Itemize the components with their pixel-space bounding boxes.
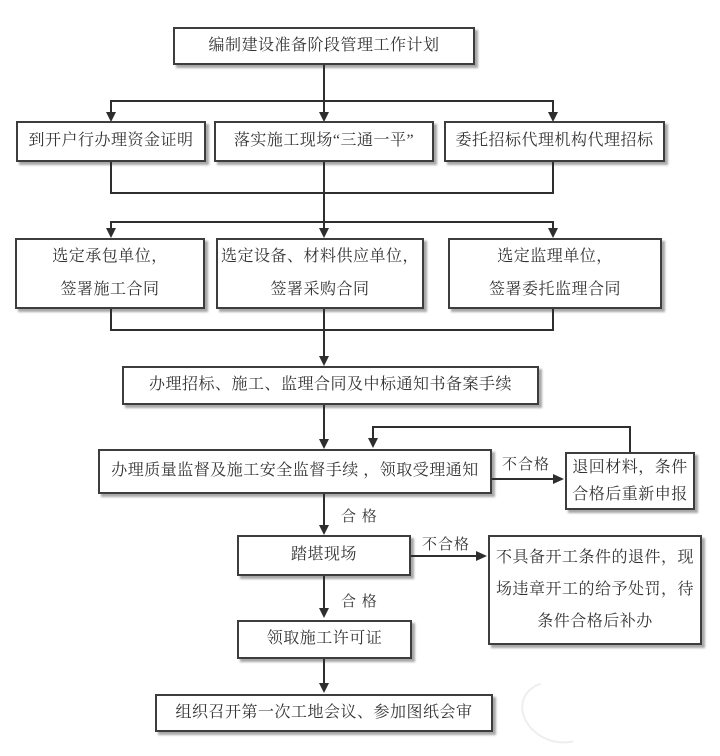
node-site-prep-label: 落实施工现场“三通一平” (233, 132, 415, 150)
node-site-visit-label: 踏堪现场 (290, 546, 357, 564)
connector-line (323, 659, 325, 685)
node-filing (122, 366, 539, 405)
node-meeting-label: 组织召开第一次工地会议、参加图纸会审 (175, 703, 473, 721)
connector-line (552, 162, 554, 194)
connector-line (323, 494, 325, 528)
edge-label-fail-2: 不合格 (422, 537, 471, 553)
arrowhead-right (476, 551, 487, 561)
arrowhead-down (106, 228, 116, 238)
node-supplier (216, 238, 424, 309)
node-supplier-line2: 签署采购合同 (270, 280, 370, 298)
node-plan (173, 27, 475, 65)
node-site-visit (237, 535, 411, 576)
node-agency (444, 121, 665, 162)
connector-line (323, 329, 325, 357)
node-contractor-line2: 签署施工合同 (60, 280, 160, 298)
node-reject-line1: 不具备开工条件的退件，现 (495, 549, 694, 566)
node-return-materials (565, 452, 695, 510)
connector-line (323, 576, 325, 610)
edge-label-fail-1: 不合格 (502, 457, 551, 473)
connector-line (372, 426, 631, 428)
node-return-materials-line2: 合格后重新申报 (572, 486, 688, 503)
arrowhead-down (319, 112, 329, 122)
connector-line (323, 162, 325, 194)
node-agency-label: 委托招标代理机构代理招标 (455, 132, 654, 150)
arrowhead-down (319, 683, 329, 693)
arrowhead-down (319, 356, 329, 366)
node-contractor-line1: 选定承包单位， (52, 247, 168, 265)
connector-line (552, 309, 554, 331)
node-meeting (155, 694, 493, 732)
node-reject-line2: 场违章开工的给予处罚，待 (495, 581, 694, 598)
node-supervision-label: 办理质量监督及施工安全监督手续 ，领取受理通知 (111, 462, 479, 480)
connector-line (110, 192, 554, 194)
watermark (511, 670, 603, 755)
node-supervisor-line1: 选定监理单位， (497, 247, 613, 265)
arrowhead-down (548, 112, 558, 122)
node-fund (16, 121, 206, 162)
node-site-prep (214, 121, 434, 162)
connector-line (110, 309, 112, 331)
connector-line (323, 65, 325, 101)
node-contractor (15, 238, 205, 309)
node-plan-label: 编制建设准备阶段管理工作计划 (208, 36, 440, 54)
arrowhead-down (319, 228, 329, 238)
connector-line (492, 478, 555, 480)
node-fund-label: 到开户行办理资金证明 (28, 132, 194, 150)
connector-line (629, 426, 631, 452)
connector-line (110, 100, 554, 102)
edge-label-pass-2: 合 格 (341, 594, 378, 610)
connector-line (110, 221, 554, 223)
edge-label-pass-1: 合 格 (341, 509, 378, 525)
node-supervision (98, 449, 492, 494)
node-reject (488, 535, 702, 645)
node-supervisor-line2: 签署委托监理合同 (488, 280, 621, 298)
arrowhead-down (319, 525, 329, 535)
arrowhead-down (368, 438, 378, 448)
arrowhead-down (106, 112, 116, 122)
node-supplier-line1: 选定设备、材料供应单位， (220, 247, 419, 265)
connector-line (323, 405, 325, 441)
node-reject-line3: 条件合格后补办 (537, 613, 653, 630)
node-permit (237, 620, 412, 659)
node-supervisor (448, 238, 662, 309)
connector-line (323, 309, 325, 331)
arrowhead-down (319, 608, 329, 618)
connector-line (110, 162, 112, 194)
node-permit-label: 领取施工许可证 (266, 630, 383, 648)
connector-line (323, 192, 325, 223)
node-return-materials-line1: 退回材料，条件 (572, 458, 688, 476)
connector-line (411, 555, 477, 557)
arrowhead-down (319, 439, 329, 449)
connector-line (110, 329, 554, 331)
arrowhead-right (553, 474, 564, 484)
node-filing-label: 办理招标、施工、监理合同及中标通知书备案手续 (148, 376, 512, 394)
arrowhead-down (548, 228, 558, 238)
